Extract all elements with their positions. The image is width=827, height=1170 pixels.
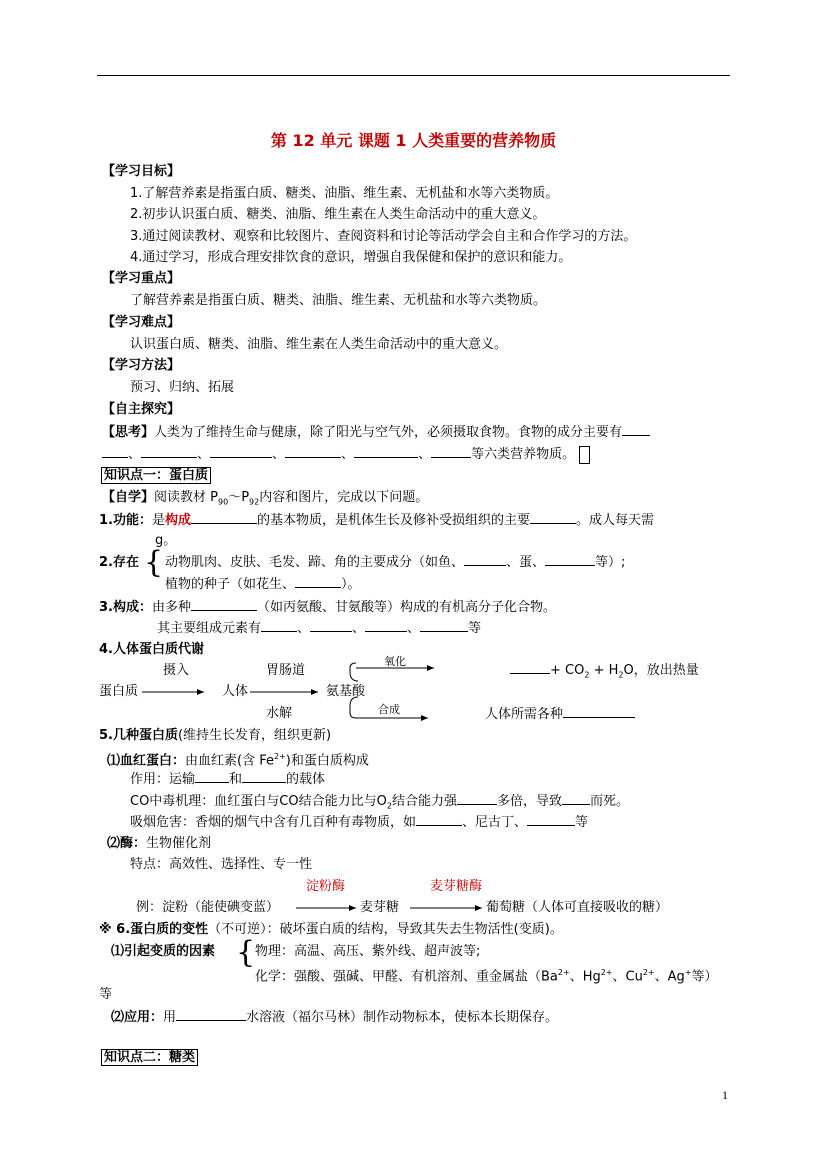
compose-line1: 3.构成：由多种 （如丙氨酸、甘氨酸等）构成的有机高分子化合物。 — [99, 600, 557, 615]
cause-phys: 物理：高温、高压、紫外线、超声波等; — [255, 944, 481, 959]
enzyme-example: 例：淀粉（能使碘变蓝） — [136, 900, 280, 915]
objective-item: 4.通过学习，形成合理安排饮食的意识，增强自我保健和保护的意识和能力。 — [130, 250, 572, 265]
kp2-heading: 知识点二：糖类 — [101, 1049, 198, 1067]
cause-etc: 等 — [99, 987, 113, 1002]
method-text: 预习、归纳、拓展 — [130, 380, 235, 395]
cause-chem: 化学：强酸、强碱、甲醛、有机溶剂、重金属盐（$Ba^{2+}$、$Hg^{2+}$、$Cu^{2+}$、Ag+等） — [255, 968, 718, 985]
objective-item: 2.初步认识蛋白质、糖类、油脂、维生素在人类生命活动中的重大意义。 — [130, 207, 546, 222]
function-line2: g。 — [155, 533, 177, 548]
explore-heading: 【自主探究】 — [102, 402, 181, 417]
brace-top — [350, 663, 358, 681]
blank — [176, 1008, 246, 1021]
objective-item: 1.了解营养素是指蛋白质、糖类、油脂、维生素、无机盐和水等六类物质。 — [130, 186, 559, 201]
blank — [562, 792, 590, 805]
blank — [242, 770, 286, 783]
compose-line2: 其主要组成元素有 、 、 、 等 — [157, 621, 482, 636]
application-line: ⑵应用：用 水溶液（福尔马林）制作动物标本，使标本长期保存。 — [111, 1010, 559, 1025]
enzyme-line: ⑵酶：生物催化剂 — [107, 836, 212, 851]
think-text: 人类为了维持生命与健康，除了阳光与空气外，必须摄取食物。食物的成分主要有 — [154, 425, 623, 440]
enzyme-feature: 特点：高效性、选择性、专一性 — [130, 857, 313, 872]
brace: { — [144, 545, 164, 580]
metab-oxid: 氧化 — [384, 655, 406, 668]
exist-label: 2.存在 — [99, 555, 139, 570]
metab-combine: 合成 — [378, 703, 400, 716]
several-label: 5.几种蛋白质(维持生长发育，组织更新) — [99, 728, 332, 743]
difficulty-text: 认识蛋白质、糖类、油脂、维生素在人类生命活动中的重大意义。 — [130, 337, 508, 352]
hb-use: 作用：运输 和 的载体 — [130, 772, 326, 787]
blank — [527, 813, 575, 826]
metab-amino: 氨基酸 — [326, 684, 366, 699]
kp1-heading: 知识点一：蛋白质 — [101, 467, 211, 485]
metab-hydro: 水解 — [266, 706, 293, 721]
objectives-heading: 【学习目标】 — [102, 164, 181, 179]
brace: { — [236, 935, 256, 970]
page-number: 1 — [722, 1088, 728, 1102]
metab-ingest: 摄入 — [163, 663, 190, 678]
amylase-label: 淀粉酶 — [306, 879, 346, 894]
blank — [457, 792, 497, 805]
keypoint-heading: 【学习重点】 — [102, 271, 181, 286]
blank — [195, 770, 229, 783]
metab-body: 人体 — [222, 684, 249, 699]
blank — [416, 813, 462, 826]
page-title: 第 12 单元 课题 1 人类重要的营养物质 — [270, 131, 557, 150]
exist-line2: 植物的种子（如花生、 ）。 — [165, 577, 361, 592]
metab-need: 人体所需各种 — [485, 705, 635, 724]
think-line2: 、 、 、 、 、 等六类营养物质。 — [102, 445, 590, 464]
red-keyword: 构成 — [165, 513, 192, 528]
brace-bottom — [350, 697, 358, 718]
denature-line: ※ 6.蛋白质的变性（不可逆）：破坏蛋白质的结构，导致其失去生物活性(变质)。 — [99, 922, 563, 937]
metab-protein: 蛋白质 — [99, 684, 139, 699]
cause-label: ⑴引起变质的因素 — [111, 944, 216, 959]
exist-line1: 动物肌肉、皮肤、毛发、蹄、角的主要成分（如鱼、 、蛋、 等）; — [165, 555, 626, 570]
function-line: 1.功能：是构成 的基本物质，是机体生长及修补受损组织的主要 。成人每天需 — [99, 513, 655, 528]
metab-products: + $CO_2 + H_2O$，放出热量 — [510, 661, 699, 685]
method-heading: 【学习方法】 — [102, 358, 181, 373]
metab-gut: 胃肠道 — [266, 663, 306, 678]
think-label: 【思考】 — [102, 425, 155, 440]
glucose: 葡萄糖（人体可直接吸收的糖） — [486, 900, 669, 915]
keypoint-text: 了解营养素是指蛋白质、糖类、油脂、维生素、无机盐和水等六类物质。 — [130, 293, 547, 308]
co-line: CO中毒机理：血红蛋白与CO结合能力比与$O_2$结合能力强 多倍，导致 而死。 — [130, 794, 629, 811]
hb-line: ⑴血红蛋白：由血红素(含 $Fe^{2+}$)和蛋白质构成 — [107, 752, 369, 769]
selfstudy-line: 【自学】阅读教材 $P_{90}\sim P_{92}$内容和图片，完成以下问题。 — [102, 490, 429, 507]
maltose: 麦芽糖 — [360, 900, 400, 915]
metab-label: 4.人体蛋白质代谢 — [99, 642, 204, 657]
smoke-line: 吸烟危害：香烟的烟气中含有几百种有毒物质，如 、尼古丁、 等 — [130, 815, 589, 830]
difficulty-heading: 【学习难点】 — [102, 315, 181, 330]
think-tail: 等六类营养物质。 — [471, 447, 576, 462]
maltase-label: 麦芽糖酶 — [430, 879, 483, 894]
objective-item: 3.通过阅读教材、观察和比较图片、查阅资料和讨论等活动学会自主和合作学习的方法。 — [130, 229, 637, 244]
